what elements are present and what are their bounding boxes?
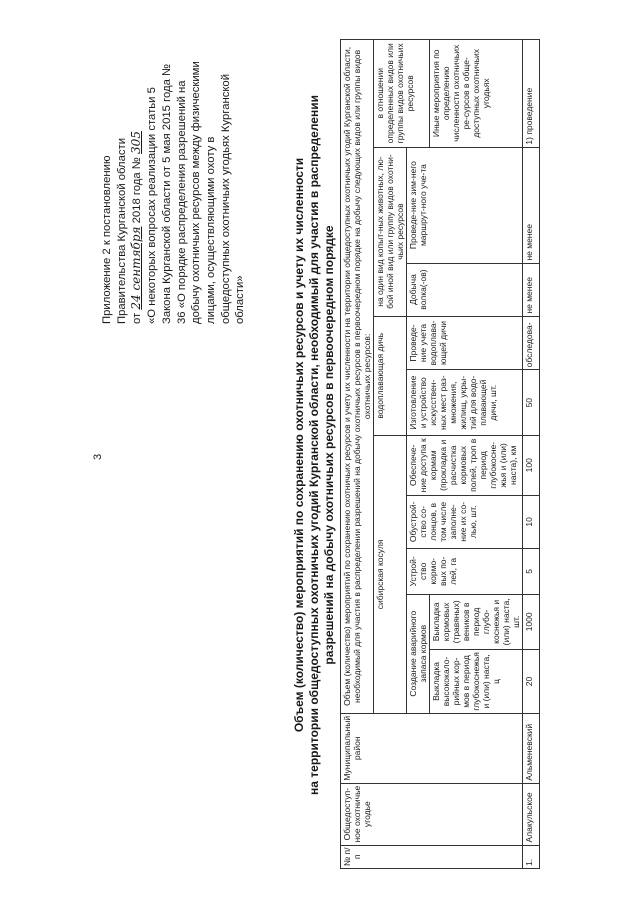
cell-num: 1. [523,845,540,868]
title-line-2: на территории общедоступных охотничьих угодий Курганской области, необходимый для участия в распределении [307,95,321,795]
header-salt-licks: Обустрой-ство со-лонцов, в том числе заполне-ние их со-лью, шт. [407,495,523,549]
header-emergency-reserve: Создание аварийного запаса кормов [407,594,430,713]
cell-area: Алакульское [523,783,540,845]
cell-salt-licks: 10 [523,495,540,549]
title-line-3: разрешений на добычу охотничьих ресурсов в первоочередном порядке [322,225,336,665]
header-high-calorie-feed: Выкладка высококало-рийных кор-мов в период глубокоснежья и (или) наста, ц [430,650,523,714]
cell-feed-fields: 5 [523,549,540,594]
header-volume: Объем (количество) мероприятий по сохранению охотничьих ресурсов и учету их численности на территории общедоступных охотничьих угодий Курганской области, необходимый для участия в распределении разрешений на добычу охотничьих ресурсов в первоочередном порядке на добычу следующих видов или группы видов охотничьих ресурсов: [341,40,374,714]
title-line-1: Объем (количество) мероприятий по сохранению охотничьих ресурсов и учету их численности [292,157,306,733]
header-district: Муниципальный район [341,713,523,783]
cell-other-measures: 1) проведение [523,40,540,148]
header-waterfowl: водоплавающая дичь [374,316,407,435]
cell-high-calorie-feed: 20 [523,650,540,714]
header-artificial-nests: Изготовление и устройство искусствен-ных мест раз-множения, жилищ, укры-тий для водо-плавающей дичи, шт. [407,370,523,436]
header-wolf-hunt: Добыча волка(-ов) [407,263,523,316]
header-waterfowl-count: Проведе-ние учета водоплава-ющей дичи [407,316,523,370]
header-any-species: на один вид копыт-ных животных, лю-бой иной вид или группу видов охотни-чьих ресурсов [374,147,407,316]
handwritten-number: 305 [129,131,144,154]
cell-grass-brooms: 1000 [523,594,540,650]
header-feed-access: Обеспече-ние доступа к кормам (прокладка и расчистка кормовых полей, троп в период глубокосне-жья и (или) наста), км [407,436,523,496]
cell-waterfowl-count: обследова- [523,316,540,370]
appendix-line-3 [129,54,145,324]
document-title [292,65,337,825]
cell-district: Альменевский [523,713,540,783]
appendix-line-1: Приложение 2 к постановлению [101,155,113,324]
cell-artificial-nests: 50 [523,370,540,436]
header-winter-count: Проведе-ние зим-него маршрут-ного уче-та [407,147,523,263]
header-roe-deer: сибирская косуля [374,436,407,714]
header-area: Общедоступ-ное охотничье угодье [341,783,523,845]
header-certain-species: в отношении определенных видов или группы видов охотничьих ресурсов [374,40,430,148]
header-feed-fields: Устрой-ство кормо-вых по-лей, га [407,549,523,594]
table-row [523,40,540,869]
appendix-year: 2018 года № [131,157,144,224]
appendix-body: «О некоторых вопросах реализации статьи 5 Закона Курганской области от 5 мая 2015 года № 36 «О порядке распределения разрешений на добычу охотничьих ресурсов между физическими лицами, осуществляющими охоту в общедоступных охотничьих угодьях Курганской области» [146,61,247,324]
cell-winter-count: не менее [523,147,540,263]
cell-feed-access: 100 [523,436,540,496]
page-number: 3 [92,453,104,460]
header-num: № п/п [341,845,523,868]
cell-wolf-hunt: не менее [523,263,540,316]
header-grass-brooms: Выкладка кормовых (травяных) веников в период глубо-коснежья и (или) наста, шт. [430,594,523,650]
measures-table [340,39,540,869]
appendix-line-2: Правительства Курганской области [115,137,128,324]
appendix-from: от [131,312,144,324]
handwritten-date: 24 сентября [129,226,144,310]
appendix-header [100,54,248,324]
header-other-measures: Иные мероприятия по определению численности охотничьих ре-сурсов в обще-доступных охотничьих угодьях [430,40,523,148]
